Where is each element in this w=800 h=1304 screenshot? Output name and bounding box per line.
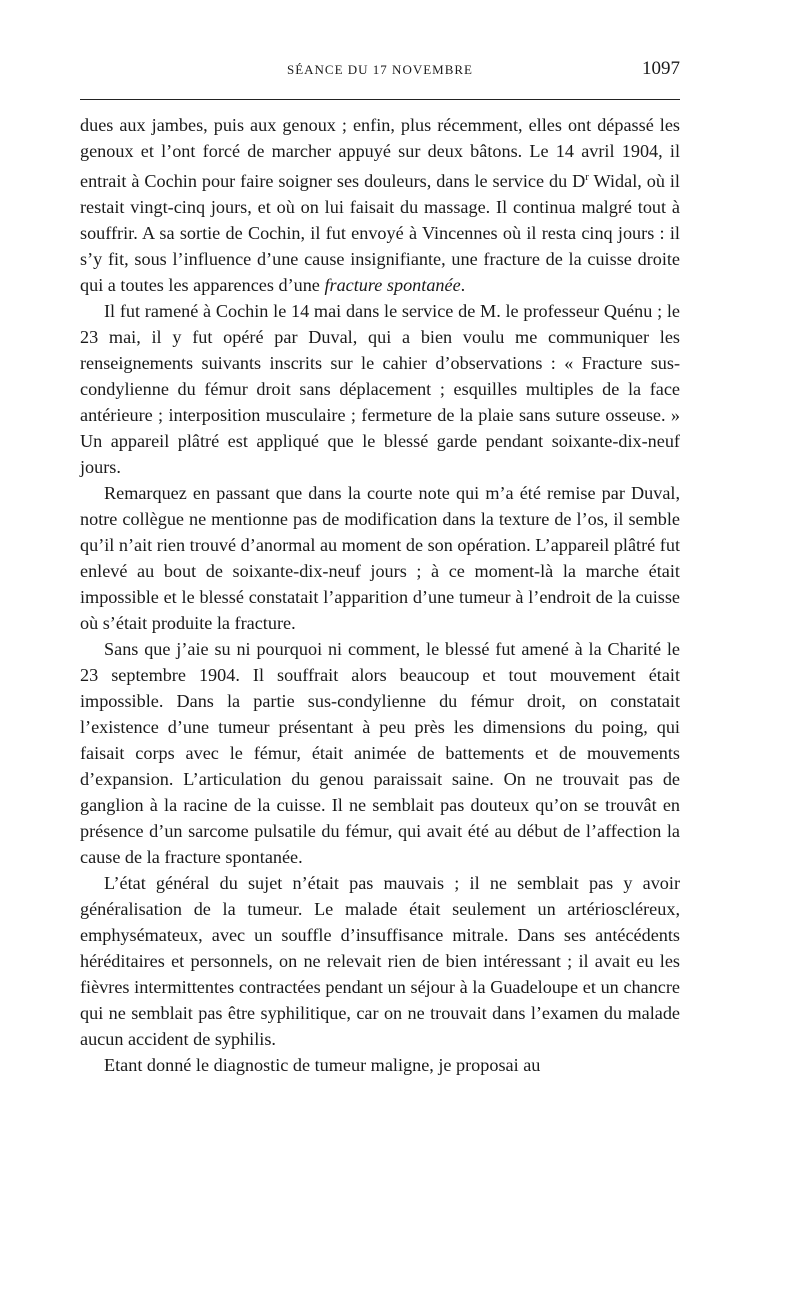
body-text: [80, 112, 680, 1078]
doctor-abbrev-superscript: r: [585, 171, 589, 183]
paragraph-4: Sans que j’aie su ni pourquoi ni comment, le blessé fut amené à la Charité le 23 septembre 1904. Il souffrait alors beaucoup et tout mouvement était impossible. Dans la partie sus-condylienne du fémur droit, on constatait l’existence d’une tumeur présentant à peu près les dimensions du poing, qui faisait corps avec le fémur, était animée de battements et de mouvements d’expansion. L’articulation du genou paraissait saine. On ne trouvait pas de ganglion à la racine de la cuisse. Il ne semblait pas douteux qu’on se trouvât en présence d’un sarcome pulsatile du fémur, qui avait été au début de l’affection la cause de la fracture spontanée.: [80, 639, 680, 868]
running-header: [80, 60, 680, 84]
italic-term: fracture spontanée: [324, 275, 461, 296]
paragraph-1-end: .: [460, 275, 466, 296]
paragraph-6: Etant donné le diagnostic de tumeur maligne, je proposai au: [104, 1055, 541, 1076]
paragraph-2: Il fut ramené à Cochin le 14 mai dans le service de M. le professeur Quénu ; le 23 mai, il y fut opéré par Duval, qui a bien voulu me communiquer les renseignements suivants inscrits sur le cahier d’observations : « Fracture sus-condylienne du fémur droit sans déplacement ; esquilles multiples de la face antérieure ; interposition musculaire ; fermeture de la plaie sans suture osseuse. » Un appareil plâtré est appliqué que le blessé garde pendant soixante-dix-neuf jours.: [80, 301, 680, 478]
header-rule: [80, 99, 680, 100]
running-title: SÉANCE DU 17 NOVEMBRE: [286, 62, 474, 77]
paragraph-1-text: dues aux jambes, puis aux genoux ; enfin, plus récemment, elles ont dépassé les genoux et l’ont forcé de marcher appuyé sur deux bâtons. Le 14 avril 1904, il entrait à Cochin pour faire soigner ses douleurs, dans le service du D: [80, 115, 680, 192]
paragraph-1-text-cont: Widal, où il restait vingt-cinq jours, et où on lui faisait du massage. Il continua malgré tout à souffrir. A sa sortie de Cochin, il fut envoyé à Vincennes où il resta cinq jours : il s’y fit, sous l’influence d’une cause insignifiante, une fracture de la cuisse droite qui a toutes les apparences d’une: [80, 171, 680, 296]
paragraph-5: L’état général du sujet n’était pas mauvais ; il ne semblait pas y avoir généralisation de la tumeur. Le malade était seulement un artérioscléreux, emphysémateux, avec un souffle d’insuffisance mitrale. Dans ses antécédents héréditaires et personnels, on ne relevait rien de bien intéressant ; il avait eu les fièvres intermittentes contractées pendant un séjour à la Guadeloupe et un chancre qui ne semblait pas être syphilitique, car on ne trouvait dans l’examen du malade aucun accident de syphilis.: [80, 873, 680, 1050]
paragraph-1: [80, 112, 680, 298]
page-number: 1097: [642, 58, 680, 79]
document-page: [80, 0, 680, 1304]
paragraph-3: Remarquez en passant que dans la courte note qui m’a été remise par Duval, notre collègue ne mentionne pas de modification dans la texture de l’os, il semble qu’il n’ait rien trouvé d’anormal au moment de son opération. L’appareil plâtré fut enlevé au bout de soixante-dix-neuf jours ; à ce moment-là la marche était impossible et le blessé constatait l’apparition d’une tumeur à l’endroit de la cuisse où s’était produite la fracture.: [80, 483, 680, 634]
